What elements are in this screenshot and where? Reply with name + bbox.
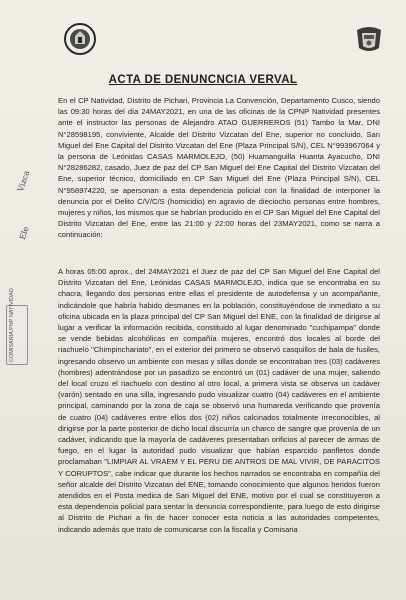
handwritten-margin-note: Vizca (16, 169, 32, 193)
handwritten-margin-note-2: Ele (18, 225, 31, 241)
paragraph-intro: En el CP Natividad, Distrito de Pichari, Provincia La Convención, Departamento Cusco, siendo las 09:30 horas del día 24MAY2021, en una de las oficinas de la CPNP Natividad presentes ante el instructor las personas de Alejandro ATAO GUERREROS (51) Tambo la Mar, DNI N°28598195, conviviente, Alcalde del Distrito Vizcatan del Ene, superior no concluido, San Miguel del Ene Capital del Distrito Vizcatan del Ene (Plaza Principal S/N), CEL N°993967064 y la persona de Leónidas CASAS MARMOLEJO, (50) Huamanguilla Huanta Ayacucho, DNI N°28286282, casado, Juez de paz del CP San Miguel del Ene Capital del Distrito Vizcatan del Ene, superior técnico, domiciliado en CP San Miguel del Ene (Plaza Principal S/N), CEL N°958974220, se apersonan a esta dependencia policial con la finalidad de interponer la denuncia por el Delito C/V/C/S (homicidio) en agravio de dieciocho personas entre hombres, mujeres y niños, los mismos que se habrían producido en el CP San Miguel del Ene Capital del Distrito Vizcatan del Ene, entre las 21:00 y 22:00 horas del 23MAY2021, como se narra a continuación: (58, 96, 380, 240)
police-stamp-text: COMISARIA PNP NATIVIDAD (9, 288, 15, 362)
police-emblem-icon (63, 22, 97, 56)
peru-coat-of-arms-icon (352, 22, 386, 56)
document-title: ACTA DE DENUNCNCIA VERVAL (108, 74, 298, 86)
paragraph-narrative: A horas 05:00 aprox., del 24MAY2021 el Juez de paz del CP San Miguel del Ene Capital del Distrito Vizcatan del Ene, Leónidas CASAS MARMOLEJO, indica que se encontraba en su chacra, llegando dos personas entre ellas el presidente de autodefensa y un acompañante, indicándole que habría habido desmanes en la población, constituyéndose de inmediato a su oficina ubicada en la plaza principal del CP San Miguel del ENE, con la finalidad de dirigirse al lugar a verificar la información recibida, constituido al lugar denominado "cuchipampa" donde se vende bebidas alcohólicas en compañía mujeres, encontró dos locales al borde del riachuelo "Chimpinchariato", en el exterior del primero se observó casquillos de bala de fusiles, ingresando observo un ambiente con mesas y sillas donde se encontraban tres (03) cadáveres (hombres) adentrándose por un pasadizo se encontró un (01) cadáver de una mujer, saliendo del local cruzo el riachuelo con destino al otro local, a primera vista se observa un cadáver (varón) sentado en una silla, ingresando pudo visualizar cuatro (04) cadáveres en el ambiente principal, caminando por la zona de caja se observó una humareda verificando que provenía de cuatro (04) cadáveres entre ellos dos (02) niños calcinados totalmente irreconocibles, al dirigirse por la parte posterior de dicho local discurría un charco de sangre que provenía de un cadáver, indicando que la mayoría de cadáveres presentaban orificios al parecer de armas de fuego, en el lugar la autoridad pudo visualizar que habían esparcido panfletos donde proclamaban "LIMPIAR AL VRAEM Y EL PERU DE ANTROS DE MAL VIVIR, DE PARACITOS Y CORUPTOS", cabe indicar que durante los hechos narrados se encontraba en compañía del señor alcalde del Distrito Vizcatan del ENE, tomando conocimiento que algunos heridos fueron atendidos en el Posta medica de San Miguel del ENE, motivo por el cual se constituyeron a esta dependencia policial para sentar la denuncia correspondiente, para luego de esto dirigirse al Distrito de Pichari a fin de hacer conocer esta noticia a las autoridades competentes, indicando además que trato de comunicarse con la fiscalía y Comisaria (58, 267, 380, 534)
